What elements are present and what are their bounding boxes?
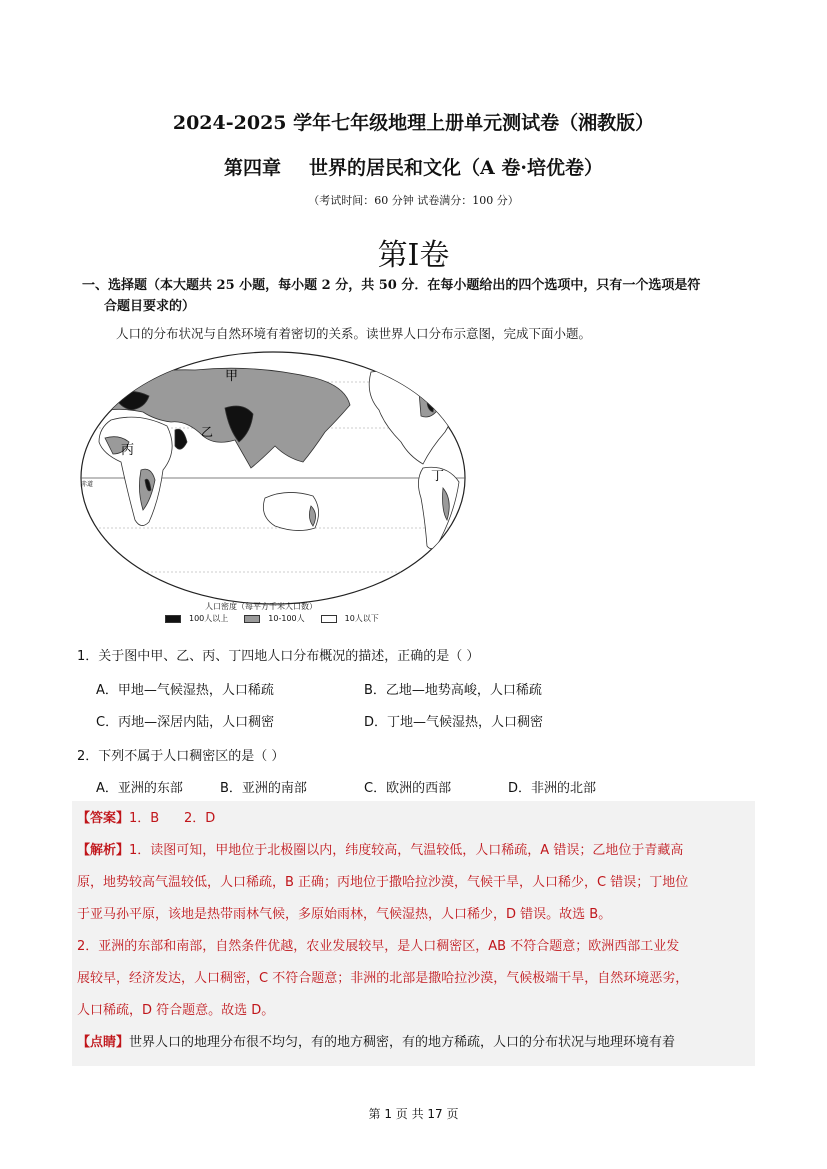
analysis-tag: 【解析】 bbox=[77, 843, 130, 858]
chapter-title bbox=[0, 153, 827, 180]
answer-box bbox=[72, 801, 755, 1066]
map-svg bbox=[75, 350, 475, 610]
question-1-option-b: B．乙地—地势高峻，人口稀疏 bbox=[364, 683, 542, 698]
question-2-option-c: C．欧洲的西部 bbox=[364, 781, 452, 796]
question-2-stem: 2．下列不属于人口稠密区的是（ ） bbox=[77, 749, 285, 764]
volume-title: 第Ⅰ卷 bbox=[377, 239, 450, 272]
world-population-map bbox=[75, 350, 475, 610]
map-label-bing: 丙 bbox=[121, 443, 135, 458]
main-title: 2024-2025 学年七年级地理上册单元测试卷（湘教版） bbox=[172, 112, 655, 134]
page-footer: 第 1 页 共 17 页 bbox=[368, 1107, 459, 1121]
section-heading-line2: 合题目要求的） bbox=[104, 299, 196, 314]
analysis-line-1 bbox=[77, 835, 753, 867]
analysis-line-6: 人口稀疏，D 符合题意。故选 D。 bbox=[77, 1003, 275, 1018]
map-label-equator: 赤道 bbox=[81, 481, 94, 488]
question-1-option-a: A．甲地—气候湿热，人口稀疏 bbox=[96, 683, 274, 698]
analysis-line-3: 于亚马孙平原，该地是热带雨林气候，多原始雨林，气候湿热，人口稀少，D 错误。故选 B。 bbox=[77, 907, 612, 922]
question-1-stem: 1．关于图中甲、乙、丙、丁四地人口分布概况的描述，正确的是（ ） bbox=[77, 649, 480, 664]
legend-swatch-mid bbox=[244, 615, 260, 623]
question-2-option-a: A．亚洲的东部 bbox=[96, 781, 183, 796]
answer-text: 1．B 2．D bbox=[129, 811, 216, 826]
map-legend bbox=[165, 601, 405, 631]
map-label-jia: 甲 bbox=[225, 369, 239, 384]
answer-line bbox=[77, 803, 753, 835]
analysis-line-2: 原，地势较高气温较低，人口稀疏，B 正确；丙地位于撒哈拉沙漠，气候干旱，人口稀少，C 错误；丁地位 bbox=[77, 875, 689, 890]
analysis-line-4: 2．亚洲的东部和南部，自然条件优越，农业发展较早，是人口稠密区，AB 不符合题意；欧洲西部工业发 bbox=[77, 939, 680, 954]
section-heading bbox=[82, 275, 762, 317]
section-heading-line1: 一、选择题（本大题共 25 小题，每小题 2 分，共 50 分．在每小题给出的四个选项中，只有一个选项是符 bbox=[82, 278, 701, 293]
chapter-number: 第四章 bbox=[224, 157, 282, 179]
comment-text: 世界人口的地理分布很不均匀，有的地方稠密，有的地方稀疏，人口的分布状况与地理环境有着 bbox=[129, 1035, 676, 1050]
exam-info: （考试时间：60 分钟 试卷满分：100 分） bbox=[308, 194, 519, 207]
map-label-yi: 乙 bbox=[201, 425, 214, 439]
question-2-option-d: D．非洲的北部 bbox=[508, 781, 597, 796]
comment-line bbox=[77, 1027, 753, 1059]
answer-tag: 【答案】 bbox=[77, 811, 130, 826]
legend-title: 人口密度（每平方千米人口数） bbox=[205, 602, 317, 611]
legend-label-mid: 10-100人 bbox=[268, 614, 305, 623]
analysis-text-1: 1．读图可知，甲地位于北极圈以内，纬度较高，气温较低，人口稀疏，A 错误；乙地位于青藏高 bbox=[129, 843, 684, 858]
legend-swatch-low bbox=[321, 615, 337, 623]
question-1-option-d: D．丁地—气候湿热，人口稠密 bbox=[364, 715, 544, 730]
question-2-option-b: B．亚洲的南部 bbox=[220, 781, 307, 796]
chapter-name: 世界的居民和文化（A 卷·培优卷） bbox=[309, 157, 603, 179]
legend-label-low: 10人以下 bbox=[344, 614, 379, 623]
question-intro: 人口的分布状况与自然环境有着密切的关系。读世界人口分布示意图，完成下面小题。 bbox=[116, 326, 592, 341]
analysis-line-5: 展较早，经济发达，人口稠密，C 不符合题意；非洲的北部是撒哈拉沙漠，气候极端干旱，自然环境恶劣， bbox=[77, 971, 689, 986]
question-1-option-c: C．丙地—深居内陆，人口稠密 bbox=[96, 715, 275, 730]
map-label-ding: 丁 bbox=[431, 469, 445, 484]
comment-tag: 【点睛】 bbox=[77, 1035, 130, 1050]
legend-swatch-high bbox=[165, 615, 181, 623]
legend-label-high: 100人以上 bbox=[189, 614, 229, 623]
